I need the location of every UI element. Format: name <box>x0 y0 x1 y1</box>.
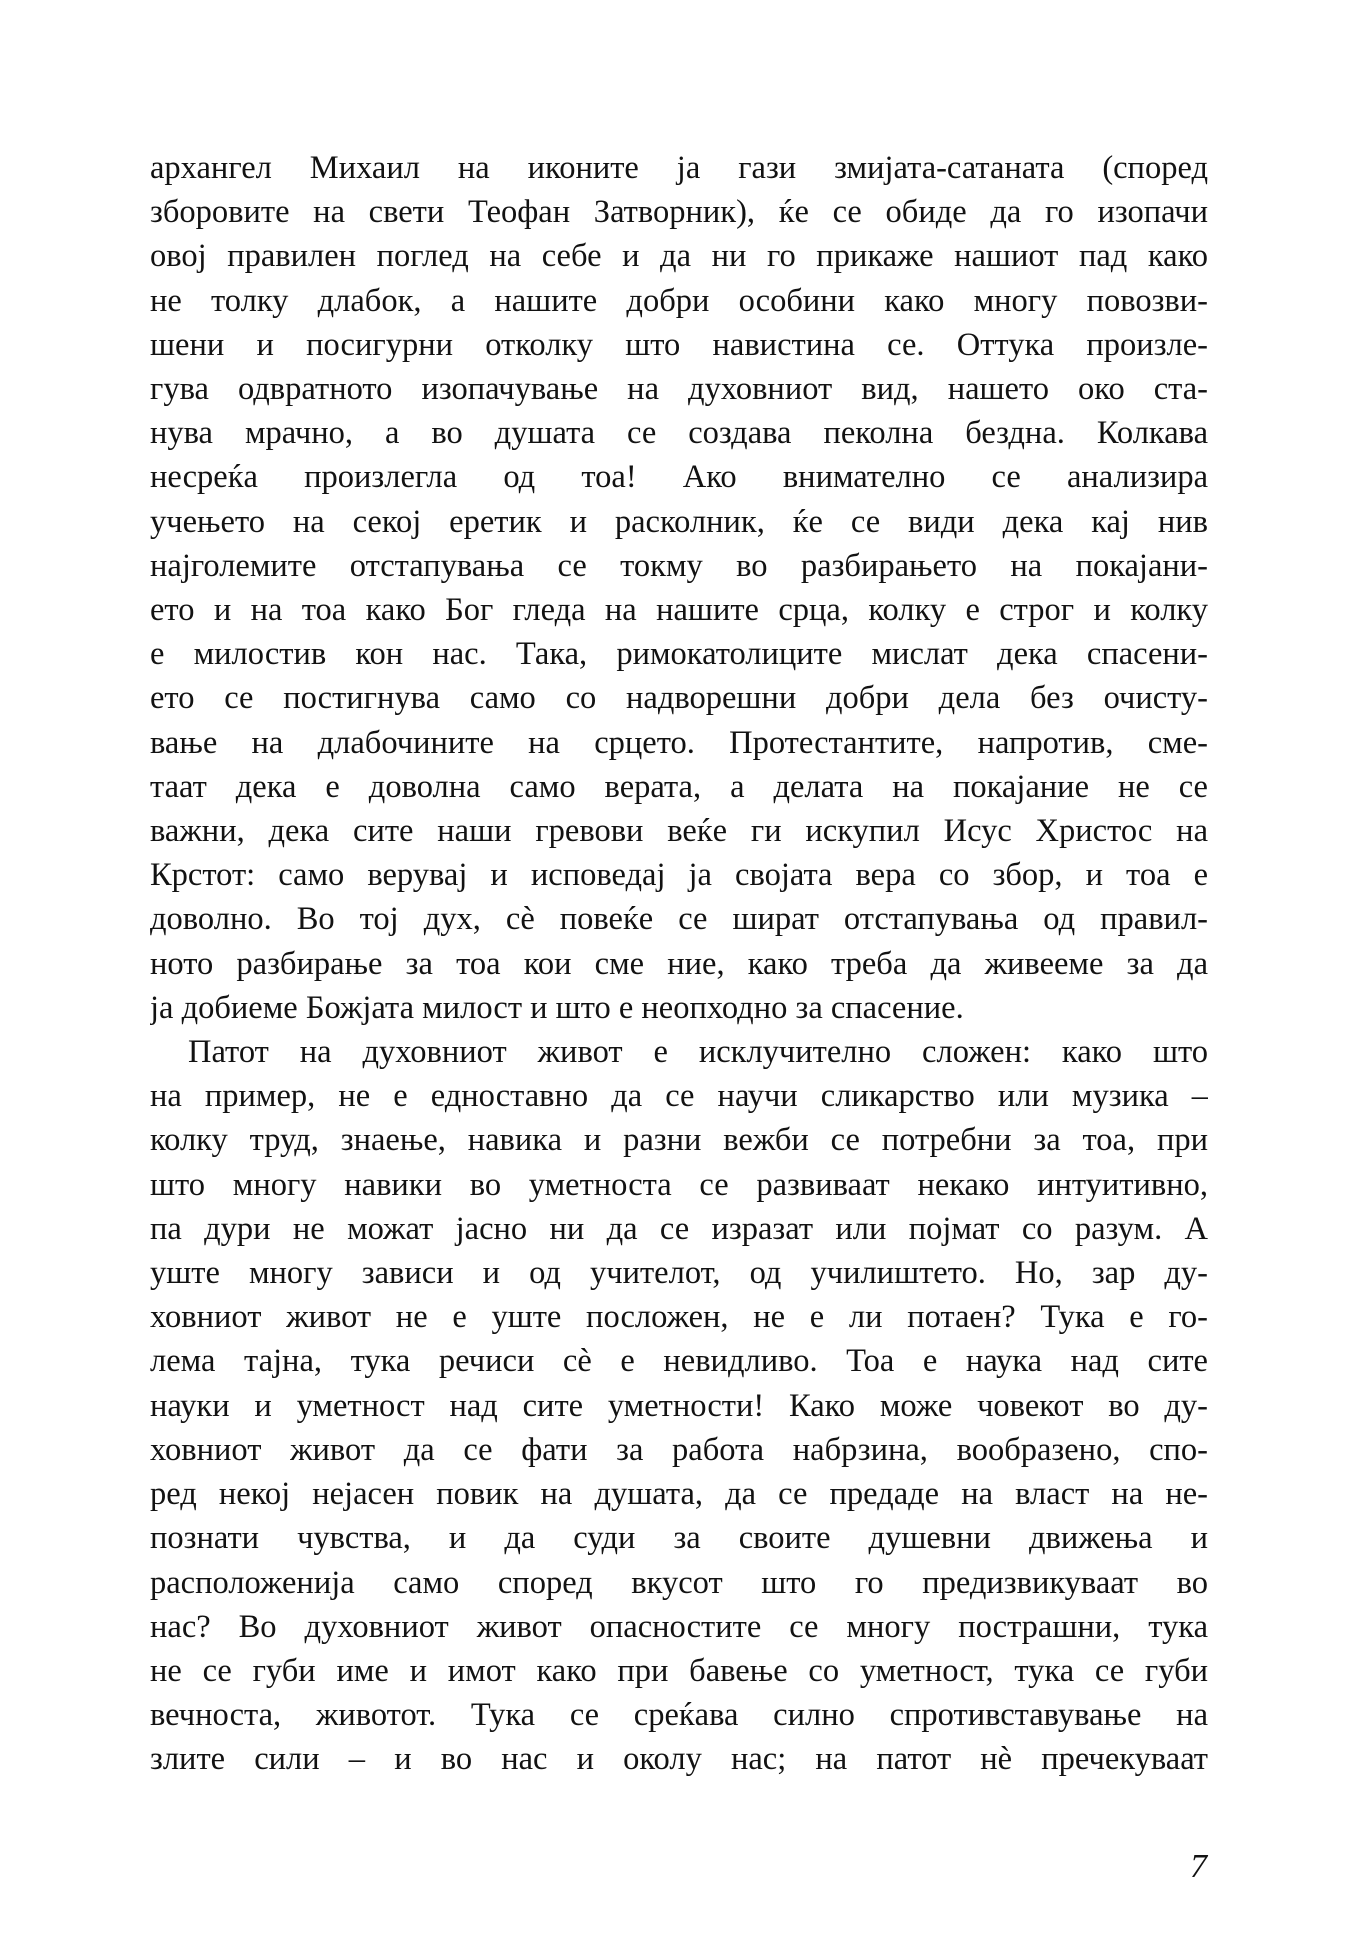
page-number: 7 <box>1190 1848 1207 1885</box>
body-text <box>150 146 1208 1782</box>
text-line: колку труд, знаење, навика и разни вежби се потребни за тоа, при <box>150 1122 1208 1159</box>
text-line: најголемите отстапувања се токму во разбирањето на покајани- <box>150 547 1208 584</box>
text-line: архангел Михаил на иконите ја гази змијата-сатаната (според <box>150 150 1208 186</box>
text-line: зборовите на свети Теофан Затворник), ќе се обиде да го изопачи <box>150 194 1208 231</box>
text-line: ното разбирање за тоа кои сме ние, како треба да живееме за да <box>150 945 1208 982</box>
text-line: шени и посигурни отколку што навистина се. Оттука произле- <box>150 326 1208 363</box>
text-line: вечноста, животот. Тука се среќава силно спротивставување на <box>150 1697 1208 1734</box>
text-line: не се губи име и имот како при бавење со уметност, тука се губи <box>150 1652 1208 1689</box>
text-line: вање на длабочините на срцето. Протестантите, напротив, сме- <box>150 724 1208 761</box>
text-line: расположенија само според вкусот што го предизвикуваат во <box>150 1564 1208 1601</box>
text-line: овој правилен поглед на себе и да ни го прикаже нашиот пад како <box>150 238 1208 275</box>
text-line: ред некој нејасен повик на душата, да се предаде на власт на не- <box>150 1476 1208 1513</box>
text-line: таат дека е доволна само верата, а делата на покајание не се <box>150 768 1208 805</box>
text-line: нас? Во духовниот живот опасностите се многу пострашни, тука <box>150 1608 1208 1645</box>
text-line: злите сили – и во нас и околу нас; на патот нѐ пречекуваат <box>150 1741 1208 1778</box>
text-line: доволно. Во тој дух, сѐ повеќе се шират отстапувања од правил- <box>150 901 1208 938</box>
text-line: ето и на тоа како Бог гледа на нашите срца, колку е строг и колку <box>150 592 1208 629</box>
paragraph <box>150 1030 1208 1781</box>
text-line: Патот на духовниот живот е исклучително сложен: како што <box>188 1034 1208 1071</box>
text-line: ја добиеме Божјата милост и што е неопходно за спасение. <box>150 989 964 1026</box>
text-line: ховниот живот не е уште посложен, не е ли потаен? Тука е го- <box>150 1299 1208 1336</box>
text-line: ховниот живот да се фати за работа набрзина, вообразено, спо- <box>150 1431 1208 1468</box>
text-line: познати чувства, и да суди за своите душевни движења и <box>150 1520 1208 1557</box>
text-line: ето се постигнува само со надворешни добри дела без очисту- <box>150 680 1208 717</box>
text-line: несреќа произлегла од тоа! Ако внимателно се анализира <box>150 459 1208 496</box>
text-line: па дури не можат јасно ни да се изразат или појмат со разум. А <box>150 1210 1208 1247</box>
text-line: не толку длабок, а нашите добри особини како многу повозви- <box>150 282 1208 319</box>
text-line: нува мрачно, а во душата се создава пеколна бездна. Колкава <box>150 415 1208 452</box>
text-line: што многу навики во уметноста се развиваат некако интуитивно, <box>150 1166 1208 1203</box>
text-line: лема тајна, тука речиси сѐ е невидливо. Тоа е наука над сите <box>150 1343 1208 1380</box>
text-line: науки и уметност над сите уметности! Како може човекот во ду- <box>150 1387 1208 1424</box>
text-line: важни, дека сите наши гревови веќе ги искупил Исус Христос на <box>150 813 1208 850</box>
paragraph <box>150 146 1208 1030</box>
text-line: е милостив кон нас. Така, римокатолиците мислат дека спасени- <box>150 636 1208 673</box>
text-line: Крстот: само верувај и исповедај ја својата вера со збор, и тоа е <box>150 857 1208 894</box>
text-line: на пример, не е едноставно да се научи сликарство или музика – <box>150 1078 1208 1115</box>
text-line: уште многу зависи и од учителот, од училиштето. Но, зар ду- <box>150 1255 1208 1292</box>
text-line: гува одвратното изопачување на духовниот вид, нашето око ста- <box>150 371 1208 408</box>
text-line: учењето на секој еретик и расколник, ќе се види дека кај нив <box>150 503 1208 540</box>
